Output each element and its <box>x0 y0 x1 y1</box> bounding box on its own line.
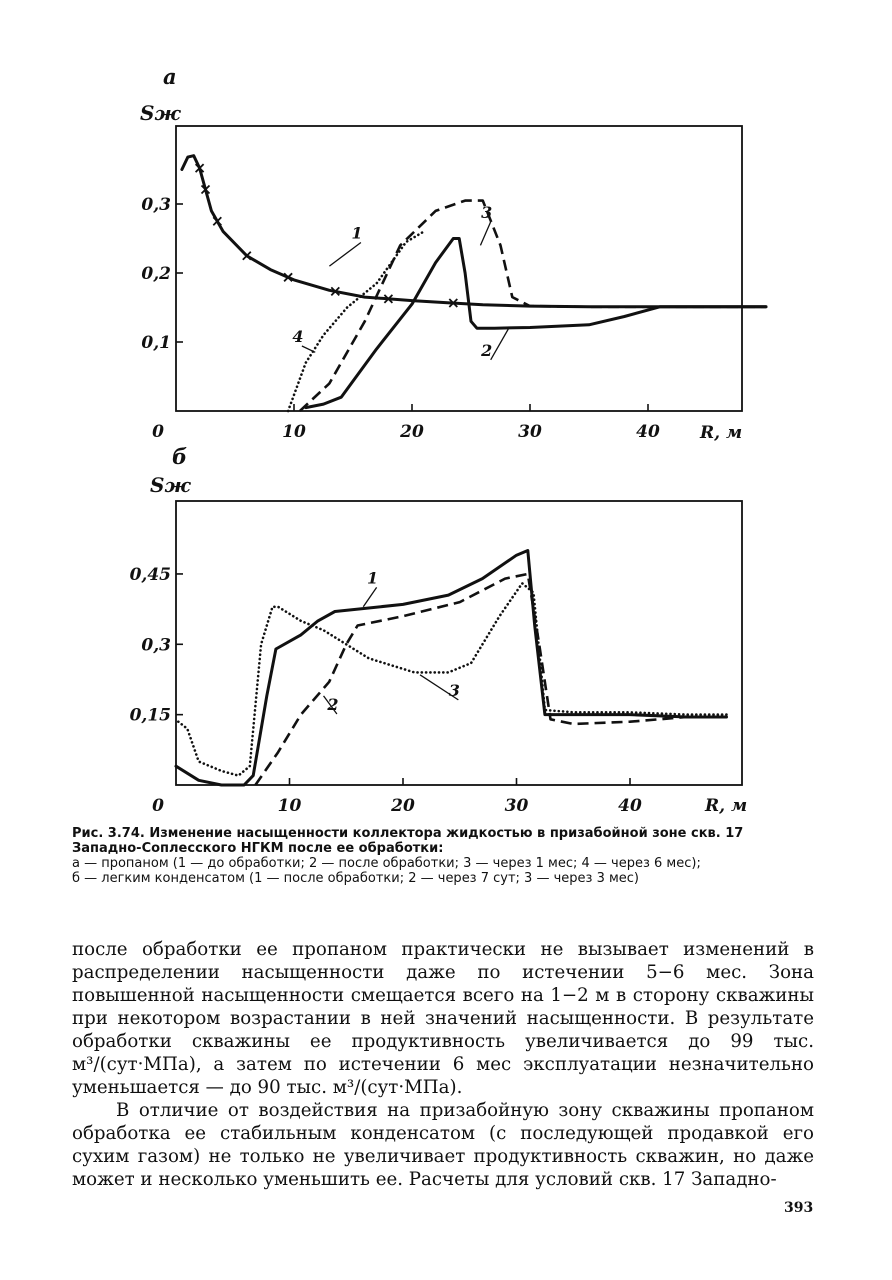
chart-b-series-1-leader <box>363 587 376 606</box>
chart-a-series-3-leader <box>480 222 490 246</box>
chart-a-xtick-label: 40 <box>636 422 660 442</box>
chart-b-ytick-label: 0,15 <box>129 705 171 726</box>
chart-a-series-3-line <box>300 201 766 411</box>
chart-a-series-1-line <box>182 156 766 307</box>
chart-b-series-3-label: 3 <box>448 680 460 700</box>
chart-panel-a <box>140 64 766 443</box>
chart-a-series-2-line <box>306 239 766 408</box>
body-paragraph-1: после обработки ее пропаном практически не вызывает изменений в распределении насыщенности даже по истечении 5−6 мес. Зона повышенной насыщенности смещается всего на 1−2 м в сторону скважины при некотором возрастании в ней значений насыщенности. В результате обработки скважины ее продуктивность увеличивается до 99 тыс. м³/(сут·МПа), а затем по истечении 6 мес эксплуатации незначительно уменьшается — до 90 тыс. м³/(сут·МПа). <box>72 939 814 1098</box>
chart-b-xtick-label: 20 <box>391 796 415 816</box>
body-paragraph-2: В отличие от воздействия на призабойную зону скважины пропаном обработка ее стабильным конденсатом (с последующей продавкой его сухим газом) не только не увеличивает продуктивность скважин, но даже может и несколько уменьшить ее. Расчеты для условий скв. 17 Западно- <box>72 1100 814 1190</box>
chart-a-series-1-label: 1 <box>351 223 363 243</box>
chart-a-series-4-leader <box>302 346 315 352</box>
chart-b-series-3-line <box>178 583 726 775</box>
chart-a-series-3-label: 3 <box>481 202 493 222</box>
chart-a-xtick-label: 0 <box>152 422 164 442</box>
chart-a-xlabel: R, м <box>700 423 743 443</box>
chart-a-series-2-label: 2 <box>481 340 493 360</box>
chart-b-xlabel: R, м <box>705 796 748 816</box>
chart-b-ylabel: Sж <box>150 473 191 497</box>
chart-a-panel-label: а <box>163 64 177 89</box>
caption-line-b: б — легким конденсатом (1 — после обработки; 2 — через 7 сут; 3 — через 3 мес) <box>72 871 639 886</box>
chart-b-frame <box>176 501 742 785</box>
chart-b-ytick-label: 0,3 <box>141 635 171 656</box>
chart-b-xtick-label: 0 <box>152 796 164 816</box>
chart-a-ytick-label: 0,3 <box>141 195 171 215</box>
chart-b-ytick-label: 0,45 <box>129 564 171 585</box>
chart-a-series-2-leader <box>491 328 509 360</box>
chart-a-series-1-leader <box>329 243 361 267</box>
chart-b-series-2-label: 2 <box>327 694 339 714</box>
chart-a-ytick-label: 0,2 <box>141 264 171 284</box>
figure-caption <box>72 826 812 886</box>
caption-title: Рис. 3.74. Изменение насыщенности коллектора жидкостью в призабойной зоне скв. 17 Западно-Соплесского НГКМ после ее обработки: <box>72 826 744 856</box>
chart-a-ylabel: Sж <box>140 101 181 125</box>
chart-b-xtick-label: 30 <box>504 796 529 816</box>
body-text <box>72 938 814 1191</box>
chart-a-xtick-label: 10 <box>282 422 306 442</box>
chart-b-series-2-line <box>255 574 726 785</box>
chart-panel-b <box>130 444 748 816</box>
chart-b-panel-label: б <box>172 444 188 469</box>
chart-b-xtick-label: 10 <box>277 796 302 816</box>
chart-b-series-1-label: 1 <box>367 568 379 588</box>
chart-a-series-4-line <box>288 232 424 411</box>
chart-a-frame <box>176 126 742 411</box>
caption-line-a: а — пропаном (1 — до обработки; 2 — после обработки; 3 — через 1 мес; 4 — через 6 мес); <box>72 856 701 871</box>
chart-a-xtick-label: 30 <box>518 422 542 442</box>
chart-a-series-4-label: 4 <box>292 327 304 346</box>
chart-b-xtick-label: 40 <box>618 796 642 816</box>
chart-a-ytick-label: 0,1 <box>141 333 171 353</box>
page-number: 393 <box>784 1200 814 1216</box>
chart-a-xtick-label: 20 <box>400 422 424 442</box>
